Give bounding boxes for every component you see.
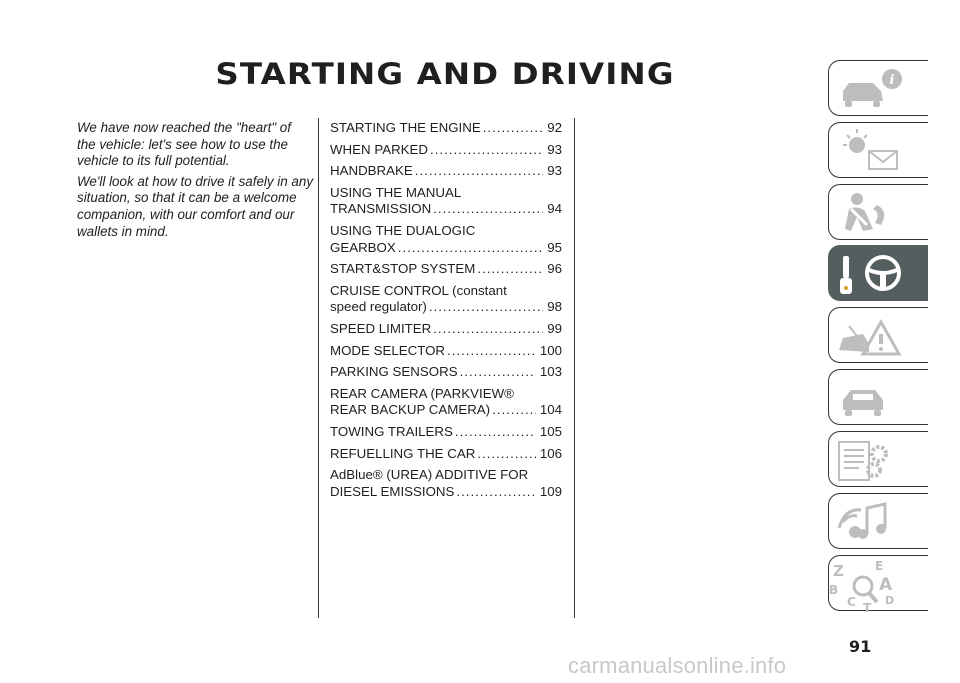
technical-data-gears-icon <box>829 432 929 488</box>
column-divider-left <box>318 118 319 618</box>
index-letter-b: B <box>829 583 839 597</box>
toc-entry-title: PARKING SENSORS <box>330 364 458 380</box>
toc-entry[interactable] <box>330 120 562 137</box>
toc-dot-leader <box>477 261 543 278</box>
toc-dot-leader <box>433 201 543 218</box>
tab-maintenance[interactable] <box>828 369 928 425</box>
car-info-icon <box>829 61 929 117</box>
toc-entry-page: 95 <box>547 239 562 255</box>
index-letter-t: T <box>863 601 872 612</box>
column-divider-right <box>574 118 575 618</box>
table-of-contents <box>330 120 562 505</box>
toc-entry-title: TOWING TRAILERS <box>330 423 453 439</box>
tab-car-info[interactable] <box>828 60 928 116</box>
toc-entry-page: 103 <box>539 364 562 380</box>
multimedia-icon <box>829 494 929 550</box>
toc-dot-leader <box>415 163 543 180</box>
toc-entry-page: 109 <box>539 483 562 499</box>
toc-entry-page: 92 <box>547 120 562 135</box>
watermark: carmanualsonline.info <box>568 653 787 678</box>
toc-entry[interactable] <box>330 467 562 500</box>
toc-dot-leader <box>492 402 536 419</box>
toc-entry-title: TRANSMISSION <box>330 201 432 217</box>
toc-entry-page: 105 <box>539 423 562 439</box>
toc-entry-page: 104 <box>539 402 562 418</box>
toc-entry-page: 98 <box>547 299 562 315</box>
toc-entry-title-line1: AdBlue® (UREA) ADDITIVE FOR <box>330 467 529 483</box>
toc-dot-leader <box>456 484 535 501</box>
intro-paragraph-2: We'll look at how to drive it safely in any situation, so that it can be a welcome companion, with our comfort and our wallets in mind. <box>77 173 314 239</box>
toc-dot-leader <box>447 343 536 360</box>
toc-entry[interactable] <box>330 223 562 256</box>
toc-entry-title: REAR BACKUP CAMERA) <box>330 402 491 418</box>
index-letter-a: A <box>879 575 893 595</box>
index-letter-z: Z <box>833 562 844 580</box>
alphabetical-index-icon <box>829 556 929 612</box>
chapter-title: STARTING AND DRIVING <box>215 57 675 91</box>
svg-text:i: i <box>889 73 895 88</box>
toc-entry-title-line1: CRUISE CONTROL (constant <box>330 282 507 298</box>
index-letter-e: E <box>875 559 884 573</box>
toc-entry-title-line1: REAR CAMERA (PARKVIEW® <box>330 385 514 401</box>
toc-entry-title: START&STOP SYSTEM <box>330 261 476 277</box>
toc-entry-title: DIESEL EMISSIONS <box>330 483 455 499</box>
tab-starting-driving[interactable] <box>828 245 928 301</box>
tab-safety[interactable] <box>828 184 928 240</box>
toc-entry[interactable] <box>330 283 562 316</box>
toc-entry[interactable] <box>330 185 562 218</box>
page-number: 91 <box>849 637 872 656</box>
tab-technical-data[interactable] <box>828 431 928 487</box>
toc-entry[interactable] <box>330 386 562 419</box>
toc-dot-leader <box>455 424 536 441</box>
toc-entry-page: 100 <box>539 342 562 358</box>
toc-dot-leader <box>430 142 543 159</box>
toc-entry-page: 96 <box>547 261 562 277</box>
index-letter-c: C <box>847 595 856 609</box>
toc-dot-leader <box>483 120 543 137</box>
toc-entry[interactable] <box>330 446 562 463</box>
toc-entry-page: 106 <box>539 445 562 461</box>
emergency-car-warning-icon <box>829 308 929 364</box>
toc-entry-title: MODE SELECTOR <box>330 342 446 358</box>
toc-entry[interactable] <box>330 424 562 441</box>
toc-entry-page: 93 <box>547 163 562 179</box>
toc-entry-page: 99 <box>547 320 562 336</box>
warning-lights-message-icon <box>829 123 929 179</box>
toc-dot-leader <box>433 321 543 338</box>
toc-entry[interactable] <box>330 321 562 338</box>
toc-entry-title: HANDBRAKE <box>330 163 413 179</box>
tab-multimedia[interactable] <box>828 493 928 549</box>
index-letter-d: D <box>885 594 895 607</box>
tab-warning-lights[interactable] <box>828 122 928 178</box>
toc-entry-title-line1: USING THE MANUAL <box>330 184 462 200</box>
tab-index[interactable] <box>828 555 928 611</box>
toc-entry-title: SPEED LIMITER <box>330 320 432 336</box>
toc-entry[interactable] <box>330 261 562 278</box>
intro-text <box>77 120 313 244</box>
seat-safety-icon <box>829 185 929 241</box>
toc-entry-title-line1: USING THE DUALOGIC <box>330 222 476 238</box>
key-steering-wheel-icon <box>829 246 929 302</box>
toc-entry-page: 94 <box>547 201 562 217</box>
toc-dot-leader <box>398 240 543 257</box>
toc-dot-leader <box>477 446 536 463</box>
toc-entry-page: 93 <box>547 141 562 157</box>
toc-entry-title: speed regulator) <box>330 299 427 315</box>
toc-dot-leader <box>460 364 536 381</box>
toc-entry[interactable] <box>330 142 562 159</box>
tab-emergency[interactable] <box>828 307 928 363</box>
toc-entry-title: GEARBOX <box>330 239 396 255</box>
toc-entry-title: REFUELLING THE CAR <box>330 445 476 461</box>
intro-paragraph-1: We have now reached the "heart" of the vehicle: let's see how to use the vehicle to its full potential. <box>77 120 291 169</box>
car-maintenance-icon <box>829 370 929 426</box>
toc-entry[interactable] <box>330 364 562 381</box>
toc-dot-leader <box>429 299 543 316</box>
toc-entry-title: STARTING THE ENGINE <box>330 120 481 135</box>
toc-entry-title: WHEN PARKED <box>330 141 429 157</box>
toc-entry[interactable] <box>330 163 562 180</box>
toc-entry[interactable] <box>330 343 562 360</box>
